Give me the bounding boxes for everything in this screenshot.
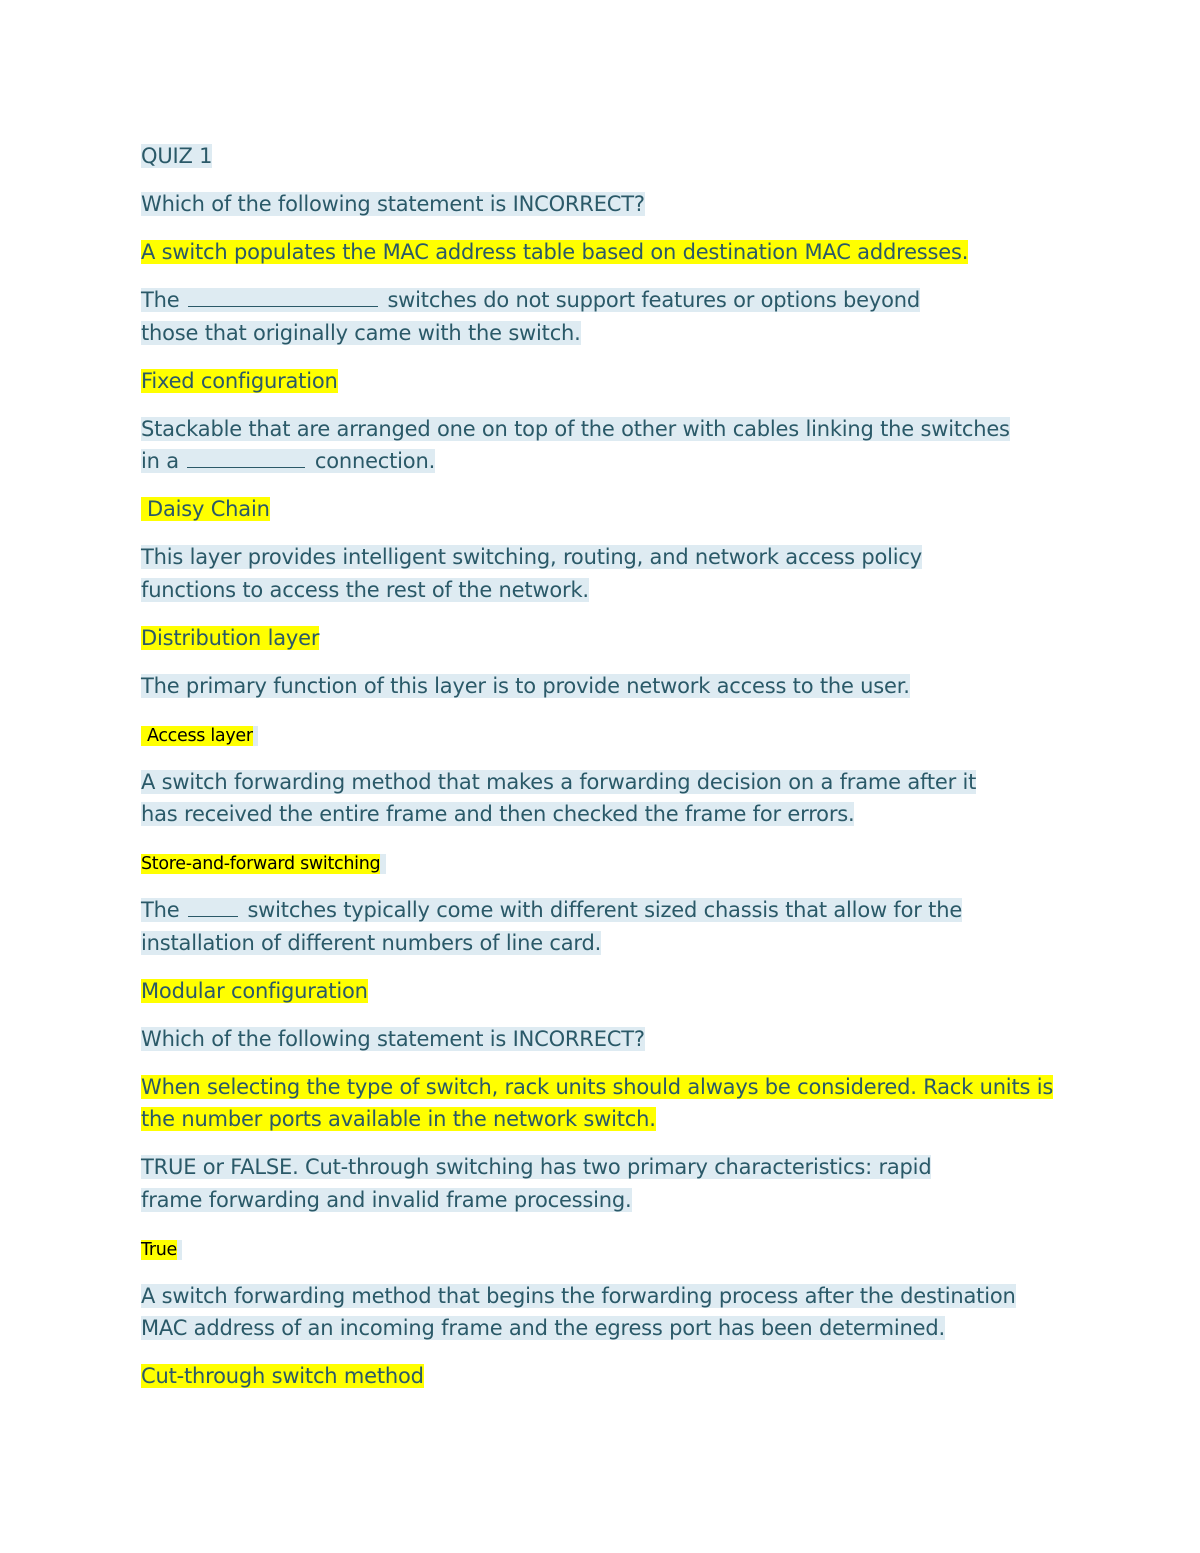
answer-6: Store-and-forward switching	[141, 846, 1071, 879]
answer-9: True	[141, 1232, 1071, 1265]
question-8: Which of the following statement is INCORRECT?	[141, 1026, 645, 1051]
fill-in-blank	[187, 445, 305, 468]
answer-8: When selecting the type of switch, rack units should always be considered. Rack units is the number ports available in the network switch.	[141, 1074, 1054, 1131]
question-2: The switches do not support features or options beyond those that originally came with the switch.	[141, 284, 971, 349]
question-3: Stackable that are arranged one on top of the other with cables linking the switches in a connection.	[141, 416, 1010, 473]
question-4: This layer provides intelligent switching, routing, and network access policy functions to access the rest of the network.	[141, 545, 922, 602]
question-9: TRUE or FALSE. Cut-through switching has two primary characteristics: rapid frame forwarding and invalid frame processing.	[141, 1155, 932, 1212]
answer-3: Daisy Chain	[141, 493, 1071, 526]
answer-2: Fixed configuration	[141, 368, 338, 393]
document-page	[141, 140, 1071, 1408]
fill-in-blank	[188, 894, 238, 917]
answer-10: Cut-through switch method	[141, 1364, 424, 1388]
question-7: The switches typically come with different sized chassis that allow for the installation of different numbers of line card.	[141, 894, 1066, 959]
quiz-title: QUIZ 1	[141, 144, 213, 168]
question-6: A switch forwarding method that makes a forwarding decision on a frame after it has received the entire frame and then checked the frame for errors.	[141, 769, 977, 826]
question-10: A switch forwarding method that begins the forwarding process after the destination MAC address of an incoming frame and the egress port has been determined.	[141, 1283, 1016, 1340]
answer-4: Distribution layer	[141, 625, 320, 650]
question-5: The primary function of this layer is to provide network access to the user.	[141, 673, 910, 698]
answer-5: Access layer	[141, 718, 1071, 751]
answer-7: Modular configuration	[141, 978, 368, 1003]
question-1: Which of the following statement is INCORRECT?	[141, 192, 645, 216]
fill-in-blank	[188, 284, 378, 307]
answer-1: A switch populates the MAC address table based on destination MAC addresses.	[141, 240, 969, 264]
